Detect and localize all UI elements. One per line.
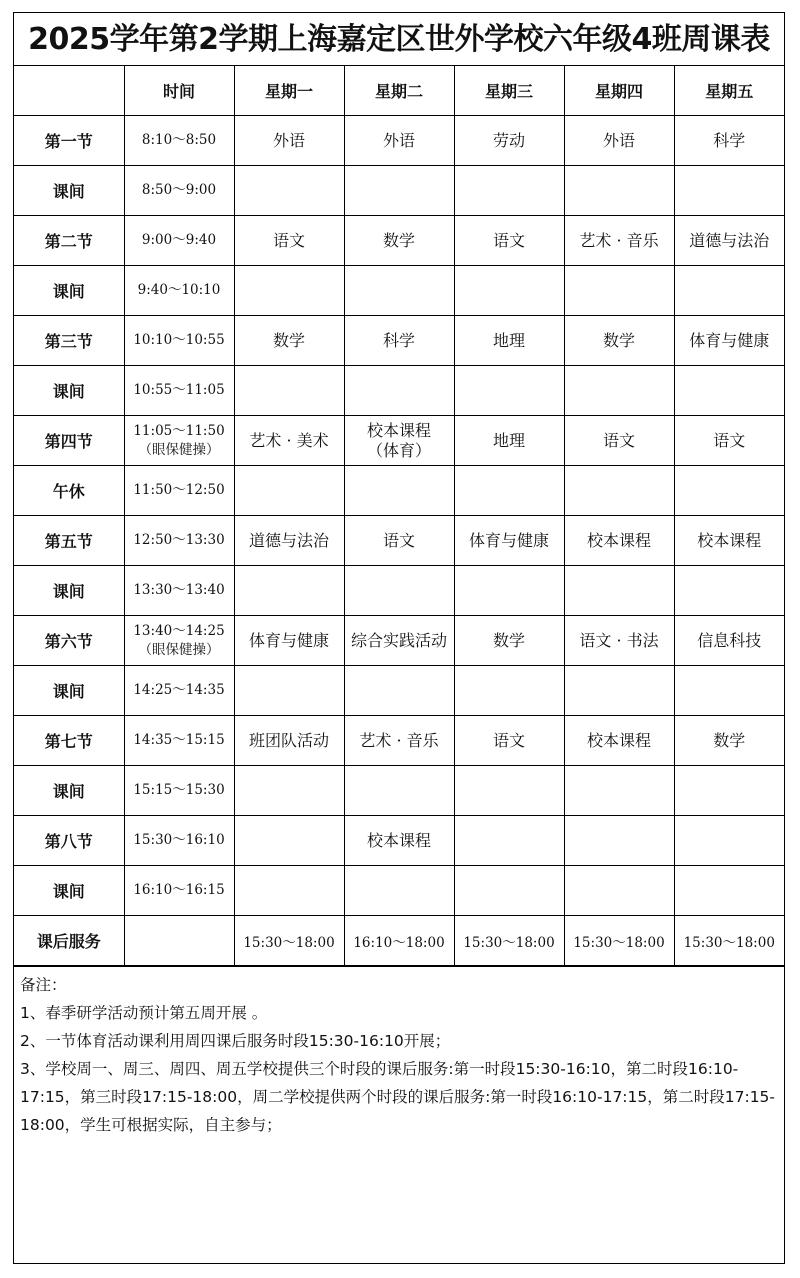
subject-cell [234, 466, 344, 516]
time-cell: 10:55～11:05 [124, 366, 234, 416]
header-corner [14, 66, 124, 116]
table-row [14, 716, 784, 766]
subject-cell: 外语 [564, 116, 674, 166]
subject-cell: 语文 · 书法 [564, 616, 674, 666]
subject-cell [344, 566, 454, 616]
note-line: 1、春季研学活动预计第五周开展 。 [20, 1004, 268, 1022]
period-cell: 课间 [14, 366, 124, 416]
subject-cell: 体育与健康 [674, 316, 784, 366]
page-title: 2025学年第2学期上海嘉定区世外学校六年级4班周课表 [14, 13, 784, 66]
period-cell: 课间 [14, 866, 124, 916]
subject-cell: 语文 [344, 516, 454, 566]
time-cell: 11:05～11:50 （眼保健操） [124, 416, 234, 466]
subject-cell [234, 766, 344, 816]
time-cell: 11:50～12:50 [124, 466, 234, 516]
notes-section [14, 966, 784, 1139]
subject-cell [674, 816, 784, 866]
subject-cell: 艺术 · 音乐 [344, 716, 454, 766]
table-row [14, 366, 784, 416]
table-row [14, 416, 784, 466]
table-row [14, 666, 784, 716]
time-cell: 10:10～10:55 [124, 316, 234, 366]
period-cell: 第六节 [14, 616, 124, 666]
subject-cell [454, 166, 564, 216]
period-cell: 第三节 [14, 316, 124, 366]
subject-cell: 科学 [344, 316, 454, 366]
subject-cell: 班团队活动 [234, 716, 344, 766]
subject-cell [344, 666, 454, 716]
time-cell: 8:10～8:50 [124, 116, 234, 166]
subject-cell [344, 166, 454, 216]
subject-cell [454, 866, 564, 916]
period-cell: 课间 [14, 666, 124, 716]
subject-cell: 语文 [454, 216, 564, 266]
subject-cell [564, 466, 674, 516]
subject-cell: 信息科技 [674, 616, 784, 666]
period-cell: 课间 [14, 566, 124, 616]
time-cell: 8:50～9:00 [124, 166, 234, 216]
subject-cell: 道德与法治 [674, 216, 784, 266]
subject-cell [344, 766, 454, 816]
subject-cell [674, 366, 784, 416]
subject-cell [454, 816, 564, 866]
table-row [14, 116, 784, 166]
subject-cell: 体育与健康 [454, 516, 564, 566]
subject-cell [454, 566, 564, 616]
subject-cell [564, 766, 674, 816]
header-row [14, 66, 784, 116]
period-cell: 第八节 [14, 816, 124, 866]
note-line: 2、一节体育活动课利用周四课后服务时段15:30-16:10开展； [20, 1032, 451, 1050]
subject-cell [674, 666, 784, 716]
subject-cell: 语文 [674, 416, 784, 466]
subject-cell [674, 466, 784, 516]
time-cell: 15:30～16:10 [124, 816, 234, 866]
header-day: 星期五 [674, 66, 784, 116]
subject-cell [234, 266, 344, 316]
subject-cell [234, 866, 344, 916]
table-row [14, 866, 784, 916]
after-school-slot: 15:30～18:00 [674, 916, 784, 966]
subject-cell [454, 666, 564, 716]
subject-cell [344, 466, 454, 516]
period-cell: 课间 [14, 266, 124, 316]
subject-cell: 校本课程 [344, 816, 454, 866]
subject-cell [234, 666, 344, 716]
subject-cell [674, 266, 784, 316]
subject-cell [454, 366, 564, 416]
subject-cell [674, 166, 784, 216]
subject-cell [344, 866, 454, 916]
header-time: 时间 [124, 66, 234, 116]
time-cell: 12:50～13:30 [124, 516, 234, 566]
subject-cell: 外语 [234, 116, 344, 166]
subject-cell: 数学 [344, 216, 454, 266]
subject-cell: 校本课程 （体育） [344, 416, 454, 466]
after-school-label: 课后服务 [14, 916, 124, 966]
subject-cell [564, 366, 674, 416]
header-day: 星期三 [454, 66, 564, 116]
subject-cell: 科学 [674, 116, 784, 166]
subject-cell: 校本课程 [674, 516, 784, 566]
table-row [14, 466, 784, 516]
subject-cell: 数学 [234, 316, 344, 366]
table-row [14, 216, 784, 266]
note-line: 备注： [20, 976, 67, 994]
table-row [14, 516, 784, 566]
subject-cell [454, 266, 564, 316]
subject-cell: 地理 [454, 316, 564, 366]
period-cell: 第二节 [14, 216, 124, 266]
subject-cell: 数学 [454, 616, 564, 666]
subject-cell [674, 766, 784, 816]
subject-cell [234, 166, 344, 216]
subject-cell [454, 466, 564, 516]
subject-cell [564, 816, 674, 866]
header-day: 星期四 [564, 66, 674, 116]
table-row [14, 816, 784, 866]
subject-cell [234, 816, 344, 866]
subject-cell: 校本课程 [564, 516, 674, 566]
period-cell: 第四节 [14, 416, 124, 466]
table-row [14, 266, 784, 316]
subject-cell: 校本课程 [564, 716, 674, 766]
subject-cell [344, 266, 454, 316]
subject-cell: 地理 [454, 416, 564, 466]
subject-cell: 数学 [564, 316, 674, 366]
table-row [14, 566, 784, 616]
time-cell: 13:30～13:40 [124, 566, 234, 616]
note-line: 3、学校周一、周三、周四、周五学校提供三个时段的课后服务:第一时段15:30-16:10，第二时段16:10-17:15，第三时段17:15-18:00，周二学校提供两个时段的课后服务:第一时段16:10-17:15，第二时段17:15-18:00，学生可根据实际，自主参与； [20, 1060, 776, 1134]
subject-cell: 体育与健康 [234, 616, 344, 666]
subject-cell: 语文 [454, 716, 564, 766]
after-school-row [14, 916, 784, 966]
subject-cell: 外语 [344, 116, 454, 166]
after-school-slot: 16:10～18:00 [344, 916, 454, 966]
table-row [14, 766, 784, 816]
subject-cell [674, 866, 784, 916]
subject-cell: 劳动 [454, 116, 564, 166]
time-cell: 9:00～9:40 [124, 216, 234, 266]
subject-cell: 数学 [674, 716, 784, 766]
time-cell: 15:15～15:30 [124, 766, 234, 816]
header-day: 星期二 [344, 66, 454, 116]
table-row [14, 616, 784, 666]
subject-cell [564, 566, 674, 616]
timetable-body [14, 66, 784, 966]
subject-cell: 语文 [234, 216, 344, 266]
subject-cell [674, 566, 784, 616]
subject-cell [564, 166, 674, 216]
table-row [14, 316, 784, 366]
subject-cell [564, 666, 674, 716]
after-school-time [124, 916, 234, 966]
time-cell: 13:40～14:25 （眼保健操） [124, 616, 234, 666]
subject-cell: 道德与法治 [234, 516, 344, 566]
after-school-slot: 15:30～18:00 [454, 916, 564, 966]
period-cell: 午休 [14, 466, 124, 516]
time-cell: 9:40～10:10 [124, 266, 234, 316]
subject-cell [564, 266, 674, 316]
time-cell: 14:35～15:15 [124, 716, 234, 766]
period-cell: 课间 [14, 166, 124, 216]
after-school-slot: 15:30～18:00 [564, 916, 674, 966]
subject-cell: 艺术 · 音乐 [564, 216, 674, 266]
period-cell: 第五节 [14, 516, 124, 566]
table-row [14, 166, 784, 216]
time-cell: 16:10～16:15 [124, 866, 234, 916]
subject-cell [234, 566, 344, 616]
subject-cell [344, 366, 454, 416]
subject-cell: 语文 [564, 416, 674, 466]
subject-cell: 艺术 · 美术 [234, 416, 344, 466]
subject-cell [234, 366, 344, 416]
period-cell: 第七节 [14, 716, 124, 766]
time-cell: 14:25～14:35 [124, 666, 234, 716]
subject-cell [454, 766, 564, 816]
subject-cell: 综合实践活动 [344, 616, 454, 666]
timetable-sheet [13, 12, 785, 1264]
after-school-slot: 15:30～18:00 [234, 916, 344, 966]
period-cell: 第一节 [14, 116, 124, 166]
header-day: 星期一 [234, 66, 344, 116]
timetable [14, 66, 784, 966]
period-cell: 课间 [14, 766, 124, 816]
subject-cell [564, 866, 674, 916]
